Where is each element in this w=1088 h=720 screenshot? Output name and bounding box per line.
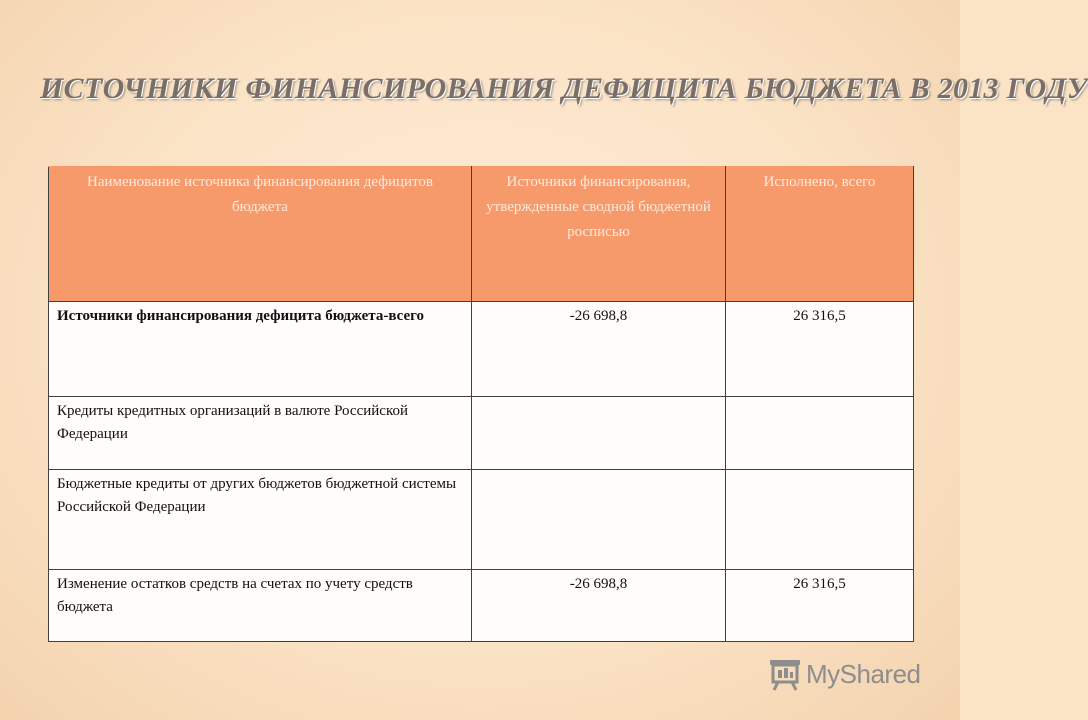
header-approved: Источники финансирования, утвержденные сводной бюджетной росписью [472, 167, 726, 302]
table-row [49, 302, 914, 397]
row-executed [726, 397, 914, 470]
presentation-board-icon [768, 657, 802, 691]
row-name: Источники финансирования дефицита бюджета-всего [49, 302, 472, 397]
row-executed: 26 316,5 [726, 570, 914, 642]
row-approved: -26 698,8 [472, 302, 726, 397]
row-executed [726, 470, 914, 570]
row-approved: -26 698,8 [472, 570, 726, 642]
row-name: Изменение остатков средств на счетах по учету средств бюджета [49, 570, 472, 642]
slide-title: ИСТОЧНИКИ ФИНАНСИРОВАНИЯ ДЕФИЦИТА БЮДЖЕТА В 2013 ГОДУ [40, 72, 1088, 105]
watermark-text: MyShared [806, 658, 921, 689]
table-row [49, 397, 914, 470]
table-row [49, 470, 914, 570]
row-name: Кредиты кредитных организаций в валюте Российской Федерации [49, 397, 472, 470]
row-name: Бюджетные кредиты от других бюджетов бюджетной системы Российской Федерации [49, 470, 472, 570]
table-header-row [49, 167, 914, 302]
header-source-name: Наименование источника финансирования дефицитов бюджета [49, 167, 472, 302]
header-executed: Исполнено, всего [726, 167, 914, 302]
myshared-watermark [768, 656, 921, 692]
table-row [49, 570, 914, 642]
row-executed: 26 316,5 [726, 302, 914, 397]
row-approved [472, 470, 726, 570]
row-approved [472, 397, 726, 470]
budget-deficit-table [48, 166, 914, 642]
